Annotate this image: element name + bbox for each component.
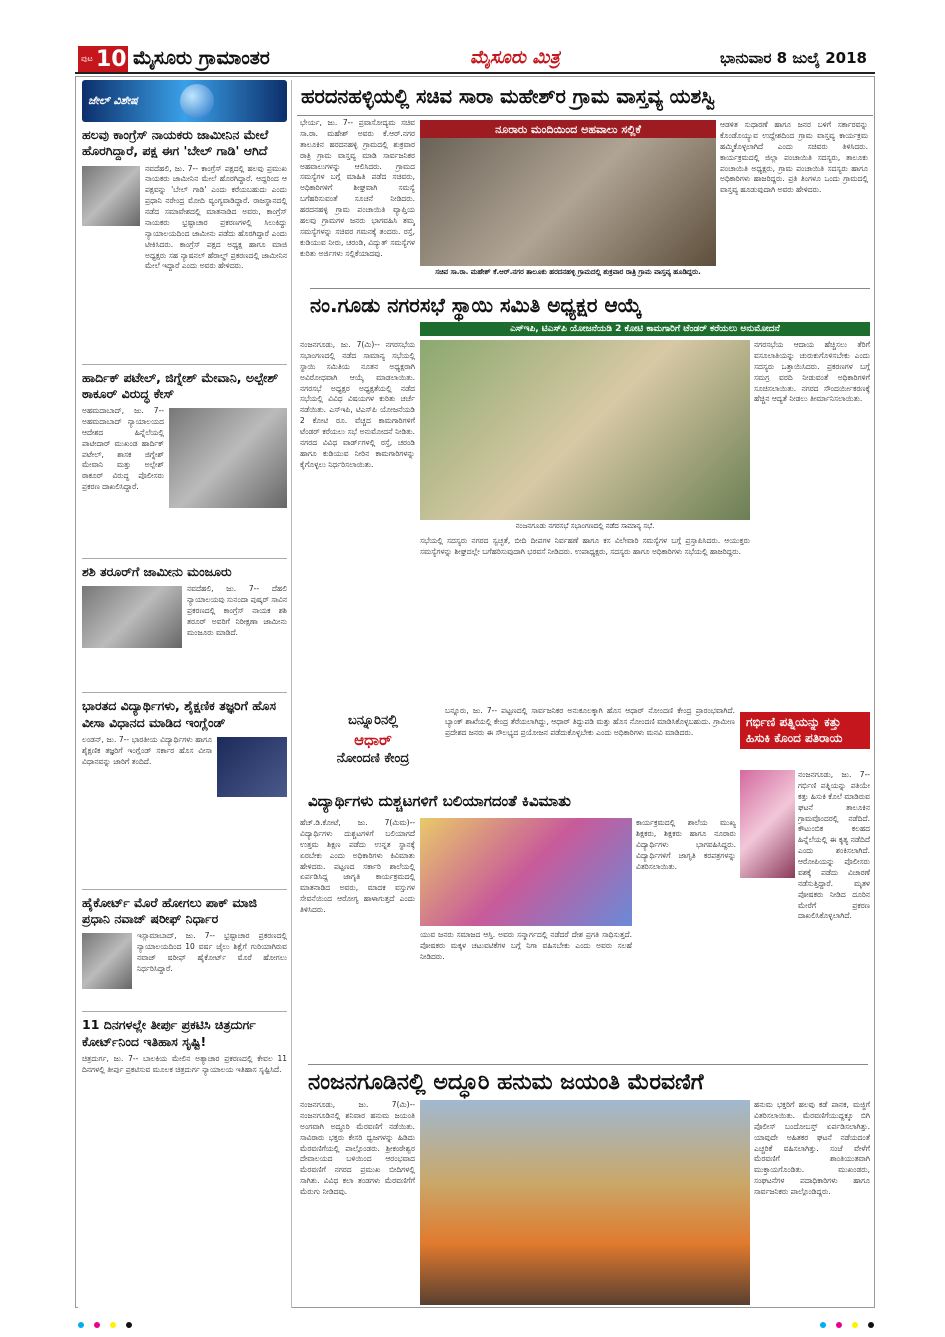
story2-caption: ನಂಜನಗೂಡು ನಗರಸಭೆ ಸಭಾಂಗಣದಲ್ಲಿ ನಡೆದ ಸಾಮಾನ್ಯ ಸಭೆ. [515,522,655,530]
jail-special-logo [82,80,287,122]
story3-headline-line3: ನೋಂದಣಿ ಕೇಂದ್ರ [336,750,410,766]
cyan-mark [820,1322,826,1328]
left-story3-title: ಶಶಿ ತರೂರ್‌ಗೆ ಜಾಮೀನು ಮಂಜೂರು [82,564,232,579]
divider [82,692,287,693]
left-story4-title: ಭಾರತದ ವಿದ್ಯಾರ್ಥಿಗಳು, ಶೈಕ್ಷಣಿಕ ತಜ್ಞರಿಗೆ ಹೊಸ ವೀಸಾ ವಿಧಾನದ ಮಾಡಿದ ಇಂಗ್ಲೆಂಡ್ [82,698,277,730]
story1-col1: ಭೇರ್ಯ, ಜು. 7-- ಪ್ರವಾಸೋದ್ಯಮ ಸಚಿವ ಸಾ.ರಾ. ಮಹೇಶ್ ಅವರು ಕೆ.ಆರ್.ನಗರ ತಾಲೂಕಿನ ಹರದನಹಳ್ಳಿ ಗ್ರಾಮದಲ್ಲಿ ಶುಕ್ರವಾರ ರಾತ್ರಿ ಗ್ರಾಮ ವಾಸ್ತವ್ಯ ಮಾಡಿ ಸಾರ್ವಜನಿಕರ ಅಹವಾಲುಗಳನ್ನು ಆಲಿಸಿದರು. ಗ್ರಾಮದ ಸಮಸ್ಯೆಗಳ ಬಗ್ಗೆ ಮಾಹಿತಿ ಪಡೆದ ಸಚಿವರು, ಅಧಿಕಾರಿಗಳಿಗೆ ಶೀಘ್ರವಾಗಿ ಸಮಸ್ಯೆ ಬಗೆಹರಿಸುವಂತೆ ಸೂಚನೆ ನೀಡಿದರು. ಹರದನಹಳ್ಳಿ ಗ್ರಾಮ ಪಂಚಾಯಿತಿ ವ್ಯಾಪ್ತಿಯ ಹಲವು ಗ್ರಾಮಗಳ ಜನರು ಭಾಗವಹಿಸಿ ತಮ್ಮ ಸಮಸ್ಯೆಗಳನ್ನು ಸಚಿವರ ಗಮನಕ್ಕೆ ತಂದರು. ರಸ್ತೆ, ಕುಡಿಯುವ ನೀರು, ಚರಂಡಿ, ವಿದ್ಯುತ್ ಸಮಸ್ಯೆಗಳ ಕುರಿತು ಅರ್ಜಿಗಳು ಸಲ್ಲಿಕೆಯಾದವು. [300,118,415,258]
main-area [297,80,873,116]
story1-col3: ಆಡಳಿತ ಸುಧಾರಣೆ ಹಾಗೂ ಜನರ ಬಳಿಗೆ ಸರ್ಕಾರವನ್ನು ಕೊಂಡೊಯ್ಯುವ ಉದ್ದೇಶದಿಂದ ಗ್ರಾಮ ವಾಸ್ತವ್ಯ ಕಾರ್ಯಕ್ರಮ ಹಮ್ಮಿಕೊಳ್ಳಲಾಗಿದೆ ಎಂದು ಸಚಿವರು ತಿಳಿಸಿದರು. ಕಾರ್ಯಕ್ರಮದಲ್ಲಿ ಜಿಲ್ಲಾ ಪಂಚಾಯಿತಿ ಸದಸ್ಯರು, ತಾಲೂಕು ಪಂಚಾಯಿತಿ ಅಧ್ಯಕ್ಷರು, ಗ್ರಾಮ ಪಂಚಾಯಿತಿ ಸದಸ್ಯರು ಹಾಗೂ ಅಧಿಕಾರಿಗಳು ಹಾಜರಿದ್ದರು. ಪ್ರತಿ ತಿಂಗಳೂ ಒಂದು ಗ್ರಾಮದಲ್ಲಿ ವಾಸ್ತವ್ಯ ಹೂಡುವುದಾಗಿ ಅವರು ಹೇಳಿದರು. [720,120,868,195]
story6-headline: ನಂಜನಗೂಡಿನಲ್ಲಿ ಅದ್ಧೂರಿ ಹನುಮ ಜಯಂತಿ ಮೆರವಣಿಗೆ [308,1064,868,1097]
tharoor-photo [82,586,182,648]
page-number: 10 [96,46,127,72]
story2-col2: ಸಭೆಯಲ್ಲಿ ಸದಸ್ಯರು ನಗರದ ಸ್ವಚ್ಛತೆ, ಬೀದಿ ದೀಪಗಳ ನಿರ್ವಹಣೆ ಹಾಗೂ ಕಸ ವಿಲೇವಾರಿ ಸಮಸ್ಯೆಗಳ ಬಗ್ಗೆ ಪ್ರಸ್ತಾಪಿಸಿದರು. ಆಯುಕ್ತರು ಸಮಸ್ಯೆಗಳನ್ನು ಶೀಘ್ರದಲ್ಲೇ ಬಗೆಹರಿಸುವುದಾಗಿ ಭರವಸೆ ನೀಡಿದರು. ಉಪಾಧ್ಯಕ್ಷರು, ಸದಸ್ಯರು ಹಾಗೂ ಅಧಿಕಾರಿಗಳು ಸಭೆಯಲ್ಲಿ ಹಾಜರಿದ್ದರು. [420,536,750,556]
black-mark [868,1322,874,1328]
story3-headline [308,712,438,767]
story1-headline: ಹರದನಹಳ್ಳಿಯಲ್ಲಿ ಸಚಿವ ಸಾರಾ ಮಹೇಶ್‌ರ ಗ್ರಾಮ ವಾಸ್ತವ್ಯ ಯಶಸ್ವಿ [297,80,873,116]
story6-col1: ನಂಜನಗೂಡು, ಜು. 7(ಮಿ)-- ನಂಜನಗೂಡಿನಲ್ಲಿ ಶನಿವಾರ ಹನುಮ ಜಯಂತಿ ಅಂಗವಾಗಿ ಅದ್ಧೂರಿ ಮೆರವಣಿಗೆ ನಡೆಯಿತು. ಸಾವಿರಾರು ಭಕ್ತರು ಕೇಸರಿ ಧ್ವಜಗಳನ್ನು ಹಿಡಿದು ಮೆರವಣಿಗೆಯಲ್ಲಿ ಪಾಲ್ಗೊಂಡರು. ಶ್ರೀಕಂಠೇಶ್ವರ ದೇವಾಲಯದ ಬಳಿಯಿಂದ ಆರಂಭವಾದ ಮೆರವಣಿಗೆ ನಗರದ ಪ್ರಮುಖ ಬೀದಿಗಳಲ್ಲಿ ಸಾಗಿತು. ವಿವಿಧ ಕಲಾ ತಂಡಗಳು ಮೆರವಣಿಗೆಗೆ ಮೆರುಗು ನೀಡಿದವು. [300,1100,415,1196]
victim-photo [740,770,795,878]
leaders-photo [169,408,287,508]
cyan-mark [78,1322,84,1328]
story3-headline-line2: ಆಧಾರ್ [354,730,392,749]
council-meeting-photo [420,340,750,520]
newspaper-logo: ಮೈಸೂರು ಮಿತ್ರ [470,47,560,68]
minister-photo [420,138,716,266]
story2-col1: ನಂಜನಗೂಡು, ಜು. 7(ಮಿ)-- ನಗರಸಭೆಯ ಸಭಾಂಗಣದಲ್ಲಿ ನಡೆದ ಸಾಮಾನ್ಯ ಸಭೆಯಲ್ಲಿ ಸ್ಥಾಯಿ ಸಮಿತಿಯ ನೂತನ ಅಧ್ಯಕ್ಷರಾಗಿ ಅವಿರೋಧವಾಗಿ ಆಯ್ಕೆ ಮಾಡಲಾಯಿತು. ನಗರಸಭೆ ಅಧ್ಯಕ್ಷರ ಅಧ್ಯಕ್ಷತೆಯಲ್ಲಿ ನಡೆದ ಸಭೆಯಲ್ಲಿ ವಿವಿಧ ವಿಷಯಗಳ ಕುರಿತು ಚರ್ಚೆ ನಡೆಯಿತು. ಎಸ್‌ಇಪಿ, ಟಿಎಸ್‌ಪಿ ಯೋಜನೆಯಡಿ 2 ಕೋಟಿ ರೂ. ವೆಚ್ಚದ ಕಾಮಗಾರಿಗಳಿಗೆ ಟೆಂಡರ್ ಕರೆಯಲು ಸಭೆ ಅನುಮೋದನೆ ನೀಡಿತು. ನಗರದ ವಿವಿಧ ವಾರ್ಡ್‌ಗಳಲ್ಲಿ ರಸ್ತೆ, ಚರಂಡಿ ಹಾಗೂ ಕುಡಿಯುವ ನೀರಿನ ಕಾಮಗಾರಿಗಳನ್ನು ಕೈಗೊಳ್ಳಲು ನಿರ್ಧರಿಸಲಾಯಿತು. [300,340,415,469]
story3-headline-line1: ಬನ್ನೂರಿನಲ್ಲಿ [348,713,398,728]
procession-photo [420,1100,750,1305]
left-story6-text: ಚಿತ್ರದುರ್ಗ, ಜು. 7-- ಬಾಲಕಿಯ ಮೇಲಿನ ಅತ್ಯಾಚಾರ ಪ್ರಕರಣದಲ್ಲಿ ಕೇವಲ 11 ದಿನಗಳಲ್ಲಿ ತೀರ್ಪು ಪ್ರಕಟಿಸುವ ಮೂಲಕ ಚಿತ್ರದುರ್ಗ ನ್ಯಾಯಾಲಯ ಇತಿಹಾಸ ಸೃಷ್ಟಿಸಿದೆ. [82,1053,287,1074]
left-story1-title: ಹಲವು ಕಾಂಗ್ರೆಸ್ ನಾಯಕರು ಜಾಮೀನಿನ ಮೇಲೆ ಹೊರಗಿದ್ದಾರೆ, ಪಕ್ಷ ಈಗ 'ಬೇಲ್ ಗಾಡಿ' ಆಗಿದೆ [82,127,269,159]
story4-col2: ಯುವ ಜನರು ಸಮಾಜದ ಆಸ್ತಿ. ಅವರು ಸನ್ಮಾರ್ಗದಲ್ಲಿ ನಡೆದರೆ ದೇಶ ಪ್ರಗತಿ ಸಾಧಿಸುತ್ತದೆ. ಪೋಷಕರು ಮಕ್ಕಳ ಚಟುವಟಿಕೆಗಳ ಬಗ್ಗೆ ನಿಗಾ ವಹಿಸಬೇಕು ಎಂದು ಅವರು ಸಲಹೆ ನೀಡಿದರು. [420,930,632,961]
story1-strip: ನೂರಾರು ಮಂದಿಯಿಂದ ಅಹವಾಲು ಸಲ್ಲಿಕೆ [420,120,716,140]
black-mark [126,1322,132,1328]
jail-special-label: ಜೇಲ್ ವಿಶೇಷ [88,94,138,107]
sharif-photo [82,933,132,989]
divider [82,558,287,559]
story1-caption: ಸಚಿವ ಸಾ.ರಾ. ಮಹೇಶ್ ಕೆ.ಆರ್.ನಗರ ತಾಲೂಕು ಹರದನಹಳ್ಳಿ ಗ್ರಾಮದಲ್ಲಿ ಶುಕ್ರವಾರ ರಾತ್ರಿ ಗ್ರಾಮ ವಾಸ್ತವ್ಯ ಹೂಡಿದ್ದರು. [435,268,701,276]
left-story2-title: ಹಾರ್ದಿಕ್ ಪಟೇಲ್, ಜಿಗ್ನೇಶ್ ಮೇವಾನಿ, ಅಲ್ಪೇಶ್ ಠಾಕೂರ್ ವಿರುದ್ಧ ಕೇಸ್ [82,369,279,401]
story2-headline: ನಂ.ಗೂಡು ನಗರಸಭೆ ಸ್ಥಾಯಿ ಸಮಿತಿ ಅಧ್ಯಕ್ಷರ ಆಯ್ಕೆ [310,288,870,318]
story4-col1: ಹೆಚ್.ಡಿ.ಕೋಟೆ, ಜು. 7(ಮಿಮ)-- ವಿದ್ಯಾರ್ಥಿಗಳು ದುಶ್ಚಟಗಳಿಗೆ ಬಲಿಯಾಗದೆ ಉತ್ತಮ ಶಿಕ್ಷಣ ಪಡೆದು ಉನ್ನತ ಸ್ಥಾನಕ್ಕೆ ಏರಬೇಕು ಎಂದು ಅಧಿಕಾರಿಗಳು ಕಿವಿಮಾತು ಹೇಳಿದರು. ಪಟ್ಟಣದ ಸರ್ಕಾರಿ ಶಾಲೆಯಲ್ಲಿ ಏರ್ಪಡಿಸಿದ್ದ ಜಾಗೃತಿ ಕಾರ್ಯಕ್ರಮದಲ್ಲಿ ಮಾತನಾಡಿದ ಅವರು, ಮಾದಕ ವಸ್ತುಗಳ ಸೇವನೆಯಿಂದ ಆರೋಗ್ಯ ಹಾಳಾಗುತ್ತದೆ ಎಂದು ತಿಳಿಸಿದರು. [300,818,415,914]
globe-icon [180,84,214,118]
story2-col3: ನಗರಸಭೆಯ ಆದಾಯ ಹೆಚ್ಚಿಸಲು ತೆರಿಗೆ ವಸೂಲಾತಿಯನ್ನು ಚುರುಕುಗೊಳಿಸಬೇಕು ಎಂದು ಸದಸ್ಯರು ಒತ್ತಾಯಿಸಿದರು. ಪ್ರಕರಣಗಳ ಬಗ್ಗೆ ಸಮಗ್ರ ವರದಿ ನೀಡುವಂತೆ ಅಧಿಕಾರಿಗಳಿಗೆ ಸೂಚಿಸಲಾಯಿತು. ನಗರದ ಸೌಂದರ್ಯೀಕರಣಕ್ಕೆ ಹೆಚ್ಚಿನ ಆದ್ಯತೆ ನೀಡಲು ತೀರ್ಮಾನಿಸಲಾಯಿತು. [754,340,870,404]
story6-col2: ಹನುಮ ಭಕ್ತರಿಗೆ ಹಲವು ಕಡೆ ಪಾನಕ, ಮಜ್ಜಿಗೆ ವಿತರಿಸಲಾಯಿತು. ಮೆರವಣಿಗೆಯುದ್ದಕ್ಕೂ ಬಿಗಿ ಪೊಲೀಸ್ ಬಂದೋಬಸ್ತ್ ಏರ್ಪಡಿಸಲಾಗಿತ್ತು. ಯಾವುದೇ ಅಹಿತಕರ ಘಟನೆ ನಡೆಯದಂತೆ ಎಚ್ಚರಿಕೆ ವಹಿಸಲಾಗಿತ್ತು. ಸಂಜೆ ವೇಳೆಗೆ ಮೆರವಣಿಗೆ ಶಾಂತಿಯುತವಾಗಿ ಮುಕ್ತಾಯಗೊಂಡಿತು. ಮುಖಂಡರು, ಸಂಘಟನೆಗಳ ಪದಾಧಿಕಾರಿಗಳು ಹಾಗೂ ಸಾರ್ವಜನಿಕರು ಪಾಲ್ಗೊಂಡಿದ್ದರು. [754,1100,870,1196]
left-story6-title: 11 ದಿನಗಳಲ್ಲೇ ತೀರ್ಪು ಪ್ರಕಟಿಸಿ ಚಿತ್ರದುರ್ಗ ಕೋರ್ಟ್‌ನಿಂದ ಇತಿಹಾಸ ಸೃಷ್ಟಿ! [82,1017,256,1049]
students-photo [420,818,632,926]
page-label: ಪುಟ [81,54,93,63]
modi-photo [82,166,140,226]
color-registration-marks [820,1322,874,1328]
masthead [75,44,875,74]
story3-text: ಬನ್ನೂರು, ಜು. 7-- ಪಟ್ಟಣದಲ್ಲಿ ಸಾರ್ವಜನಿಕರ ಅನುಕೂಲಕ್ಕಾಗಿ ಹೊಸ ಆಧಾರ್ ನೋಂದಣಿ ಕೇಂದ್ರ ಪ್ರಾರಂಭವಾಗಿದೆ. ಬ್ಯಾಂಕ್ ಶಾಖೆಯಲ್ಲಿ ಕೇಂದ್ರ ತೆರೆಯಲಾಗಿದ್ದು, ಆಧಾರ್ ತಿದ್ದುಪಡಿ ಮತ್ತು ಹೊಸ ನೋಂದಣಿ ಮಾಡಿಸಿಕೊಳ್ಳಬಹುದು. ಗ್ರಾಮೀಣ ಪ್ರದೇಶದ ಜನರು ಈ ಸೌಲಭ್ಯದ ಪ್ರಯೋಜನ ಪಡೆದುಕೊಳ್ಳಬೇಕು ಎಂದು ಅಧಿಕಾರಿಗಳು ಮನವಿ ಮಾಡಿದರು. [445,706,735,737]
left-column [78,80,292,1308]
divider [82,889,287,890]
story5-headline: ಗರ್ಭಿಣಿ ಪತ್ನಿಯನ್ನು ಕತ್ತು ಹಿಸುಕಿ ಕೊಂದ ಪತಿರಾಯ [740,712,870,749]
story4-headline: ವಿದ್ಯಾರ್ಥಿಗಳು ದುಶ್ಚಟಗಳಿಗೆ ಬಲಿಯಾಗದಂತೆ ಕಿವಿಮಾತು [308,792,571,810]
divider [82,364,287,365]
color-registration-marks [78,1322,132,1328]
left-story5-text: ಇಸ್ಲಾಮಾಬಾದ್, ಜು. 7-- ಭ್ರಷ್ಟಾಚಾರ ಪ್ರಕರಣದಲ್ಲಿ ನ್ಯಾಯಾಲಯದಿಂದ 10 ವರ್ಷ ಜೈಲು ಶಿಕ್ಷೆಗೆ ಗುರಿಯಾಗಿರುವ ನವಾಜ್ ಷರೀಫ್ ಹೈಕೋರ್ಟ್ ಮೊರೆ ಹೋಗಲು ನಿರ್ಧರಿಸಿದ್ದಾರೆ. [137,931,287,973]
issue-date: ಭಾನುವಾರ 8 ಜುಲೈ 2018 [719,49,867,67]
passport-photo [217,737,287,797]
left-story3-text: ನವದೆಹಲಿ, ಜು. 7-- ದೆಹಲಿ ನ್ಯಾಯಾಲಯವು ಸುನಂದಾ ಪುಷ್ಕರ್ ಸಾವಿನ ಪ್ರಕರಣದಲ್ಲಿ ಕಾಂಗ್ರೆಸ್ ನಾಯಕ ಶಶಿ ತರೂರ್ ಅವರಿಗೆ ನಿರೀಕ್ಷಣಾ ಜಾಮೀನು ಮಂಜೂರು ಮಾಡಿದೆ. [187,584,287,637]
yellow-mark [852,1322,858,1328]
divider [82,1011,287,1012]
left-story1-text: ನವದೆಹಲಿ, ಜು. 7-- ಕಾಂಗ್ರೆಸ್ ಪಕ್ಷದಲ್ಲಿ ಹಲವು ಪ್ರಮುಖ ನಾಯಕರು ಜಾಮೀನಿನ ಮೇಲೆ ಹೊರಗಿದ್ದಾರೆ. ಆದ್ದರಿಂದ ಆ ಪಕ್ಷವನ್ನು 'ಬೇಲ್ ಗಾಡಿ' ಎಂದು ಕರೆಯಬಹುದು ಎಂದು ಪ್ರಧಾನಿ ನರೇಂದ್ರ ಮೋದಿ ವ್ಯಂಗ್ಯವಾಡಿದ್ದಾರೆ. ರಾಜಸ್ಥಾನದಲ್ಲಿ ನಡೆದ ಸಮಾವೇಶದಲ್ಲಿ ಮಾತನಾಡಿದ ಅವರು, ಕಾಂಗ್ರೆಸ್ ನಾಯಕರು ಭ್ರಷ್ಟಾಚಾರ ಪ್ರಕರಣಗಳಲ್ಲಿ ಸಿಲುಕಿದ್ದು ನ್ಯಾಯಾಲಯದಿಂದ ಜಾಮೀನು ಪಡೆದು ಹೊರಗಿದ್ದಾರೆ ಎಂದು ಟೀಕಿಸಿದರು. ಕಾಂಗ್ರೆಸ್ ಪಕ್ಷದ ಅಧ್ಯಕ್ಷ ಹಾಗೂ ಮಾಜಿ ಅಧ್ಯಕ್ಷರು ಸಹ ನ್ಯಾಷನಲ್ ಹೆರಾಲ್ಡ್ ಪ್ರಕರಣದಲ್ಲಿ ಜಾಮೀನಿನ ಮೇಲೆ ಇದ್ದಾರೆ ಎಂದು ಅವರು ಹೇಳಿದರು. [145,163,287,271]
magenta-mark [94,1322,100,1328]
yellow-mark [110,1322,116,1328]
section-title: ಮೈಸೂರು ಗ್ರಾಮಾಂತರ [133,47,270,69]
left-story5-title: ಹೈಕೋರ್ಟ್ ಮೊರೆ ಹೋಗಲು ಪಾಕ್ ಮಾಜಿ ಪ್ರಧಾನಿ ನವಾಜ್ ಷರೀಫ್ ನಿರ್ಧಾರ [82,894,258,926]
story2-subbar: ಎಸ್‌ಇಪಿ, ಟಿಎಸ್‌ಪಿ ಯೋಜನೆಯಡಿ 2 ಕೋಟಿ ಕಾಮಗಾರಿಗೆ ಟೆಂಡರ್ ಕರೆಯಲು ಅನುಮೋದನೆ [420,322,870,336]
story4-col3: ಕಾರ್ಯಕ್ರಮದಲ್ಲಿ ಶಾಲೆಯ ಮುಖ್ಯ ಶಿಕ್ಷಕರು, ಶಿಕ್ಷಕರು ಹಾಗೂ ನೂರಾರು ವಿದ್ಯಾರ್ಥಿಗಳು ಭಾಗವಹಿಸಿದ್ದರು. ವಿದ್ಯಾರ್ಥಿಗಳಿಗೆ ಜಾಗೃತಿ ಕರಪತ್ರಗಳನ್ನು ವಿತರಿಸಲಾಯಿತು. [636,818,736,871]
left-story4-text: ಲಂಡನ್, ಜು. 7-- ಭಾರತೀಯ ವಿದ್ಯಾರ್ಥಿಗಳು ಹಾಗೂ ಶೈಕ್ಷಣಿಕ ತಜ್ಞರಿಗೆ ಇಂಗ್ಲೆಂಡ್ ಸರ್ಕಾರ ಹೊಸ ವೀಸಾ ವಿಧಾನವನ್ನು ಜಾರಿಗೆ ತಂದಿದೆ. [82,734,212,766]
left-story2-text: ಅಹಮದಾಬಾದ್, ಜು. 7-- ಅಹಮದಾಬಾದ್ ನ್ಯಾಯಾಲಯದ ಆದೇಶದ ಹಿನ್ನೆಲೆಯಲ್ಲಿ ಪಾಟೀದಾರ್ ಮುಖಂಡ ಹಾರ್ದಿಕ್ ಪಟೇಲ್, ಶಾಸಕ ಜಿಗ್ನೇಶ್ ಮೇವಾನಿ ಮತ್ತು ಅಲ್ಪೇಶ್ ಠಾಕೂರ್ ವಿರುದ್ಧ ಪೊಲೀಸರು ಪ್ರಕರಣ ದಾಖಲಿಸಿದ್ದಾರೆ. [82,406,164,492]
page-number-box [78,46,128,72]
magenta-mark [836,1322,842,1328]
story5-text: ನಂಜನಗೂಡು, ಜು. 7-- ಗರ್ಭಿಣಿ ಪತ್ನಿಯನ್ನು ಪತಿಯೇ ಕತ್ತು ಹಿಸುಕಿ ಕೊಲೆ ಮಾಡಿರುವ ಘಟನೆ ತಾಲೂಕಿನ ಗ್ರಾಮವೊಂದರಲ್ಲಿ ನಡೆದಿದೆ. ಕೌಟುಂಬಿಕ ಕಲಹದ ಹಿನ್ನೆಲೆಯಲ್ಲಿ ಈ ಕೃತ್ಯ ನಡೆದಿದೆ ಎಂದು ಶಂಕಿಸಲಾಗಿದೆ. ಆರೋಪಿಯನ್ನು ಪೊಲೀಸರು ವಶಕ್ಕೆ ಪಡೆದು ವಿಚಾರಣೆ ನಡೆಸುತ್ತಿದ್ದಾರೆ. ಮೃತಳ ಪೋಷಕರು ನೀಡಿದ ದೂರಿನ ಮೇರೆಗೆ ಪ್ರಕರಣ ದಾಖಲಿಸಿಕೊಳ್ಳಲಾಗಿದೆ. [798,770,870,921]
